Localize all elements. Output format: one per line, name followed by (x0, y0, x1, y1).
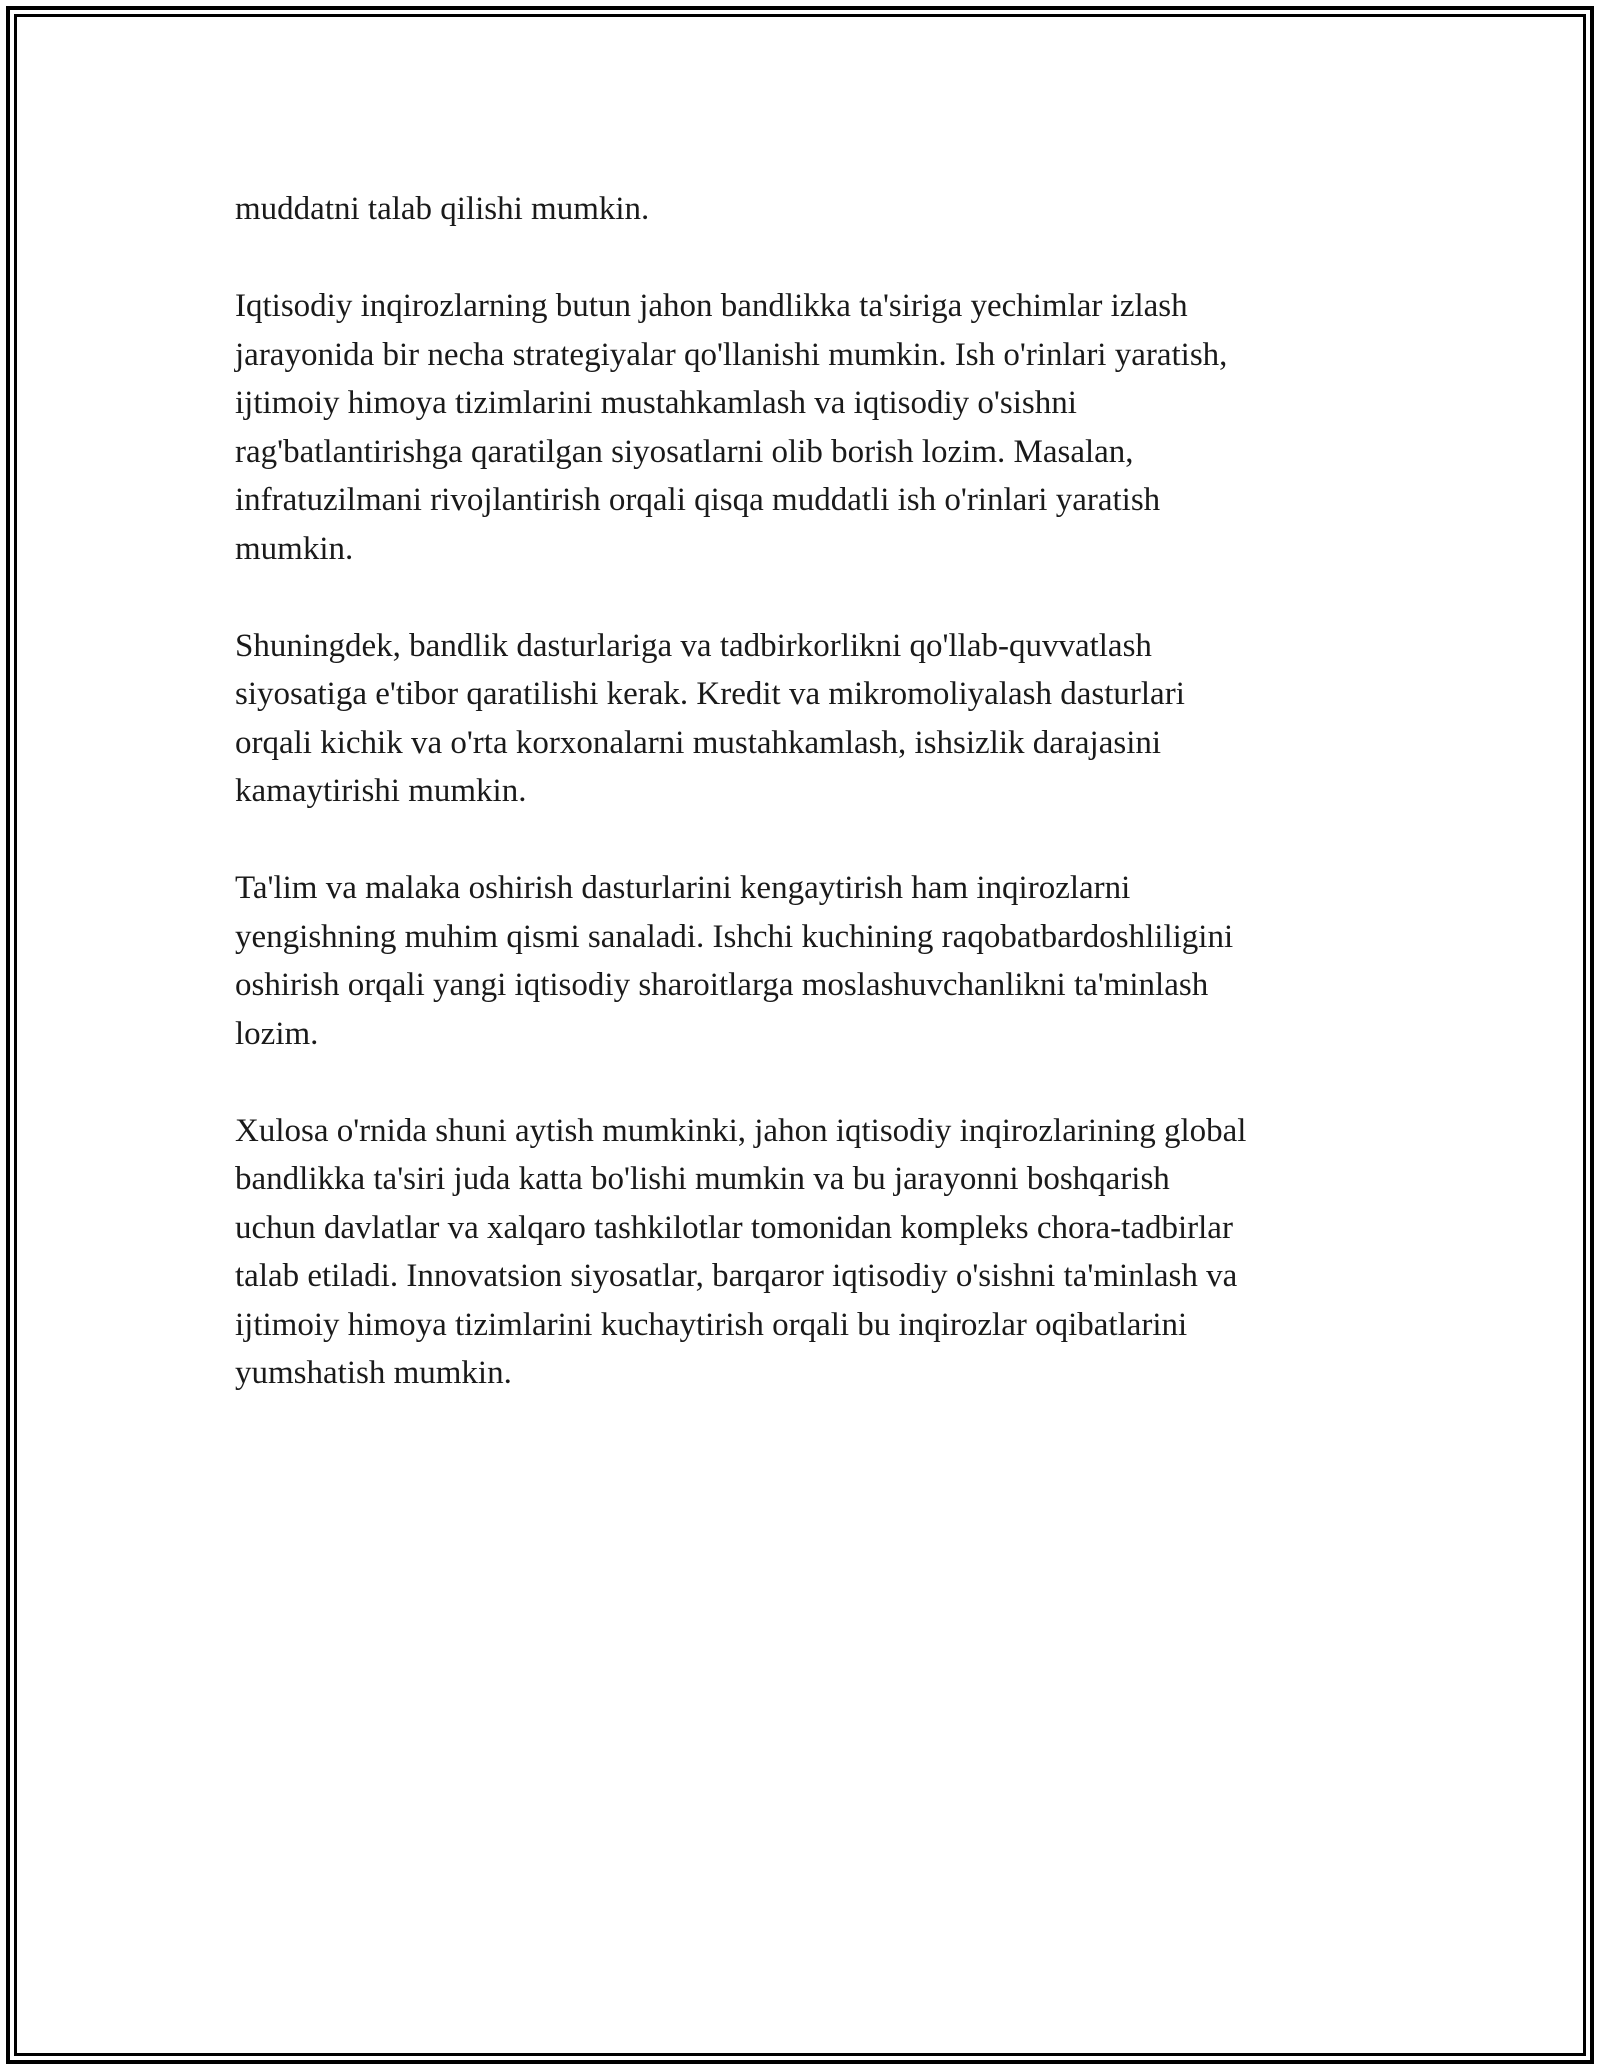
paragraph-strategies: Iqtisodiy inqirozlarning butun jahon bandlikka ta'siriga yechimlar izlash jarayonida bir necha strategiyalar qo'llanishi mumkin. Ish o'rinlari yaratish, ijtimoiy himoya tizimlarini mustahkamlash va iqtisodiy o'sishni rag'batlantirishga qaratilgan siyosatlarni olib borish lozim. Masalan, infratuzilmani rivojlantirish orqali qisqa muddatli ish o'rinlari yaratish mumkin. (235, 288, 1228, 567)
paragraph-conclusion: Xulosa o'rnida shuni aytish mumkinki, jahon iqtisodiy inqirozlarining global bandlikka ta'siri juda katta bo'lishi mumkin va bu jarayonni boshqarish uchun davlatlar va xalqaro tashkilotlar tomonidan kompleks chora-tadbirlar talab etiladi. Innovatsion siyosatlar, barqaror iqtisodiy o'sishni ta'minlash va ijtimoiy himoya tizimlarini kuchaytirish orqali bu inqirozlar oqibatlarini yumshatish mumkin. (235, 1112, 1247, 1391)
paragraph-continuation: muddatni talab qilishi mumkin. (235, 191, 650, 227)
paragraph-employment-programs: Shuningdek, bandlik dasturlariga va tadbirkorlikni qo'llab-quvvatlash siyosatiga e'tibor qaratilishi kerak. Kredit va mikromoliyalash dasturlari orqali kichik va o'rta korxonalarni mustahkamlash, ishsizlik darajasini kamaytirishi mumkin. (235, 627, 1185, 809)
paragraph-education: Ta'lim va malaka oshirish dasturlarini kengaytirish ham inqirozlarni yengishning muhim qismi sanaladi. Ishchi kuchining raqobatbardoshliligini oshirish orqali yangi iqtisodiy sharoitlarga moslashuvchanlikni ta'minlash lozim. (235, 870, 1234, 1052)
document-body (235, 185, 1375, 1446)
